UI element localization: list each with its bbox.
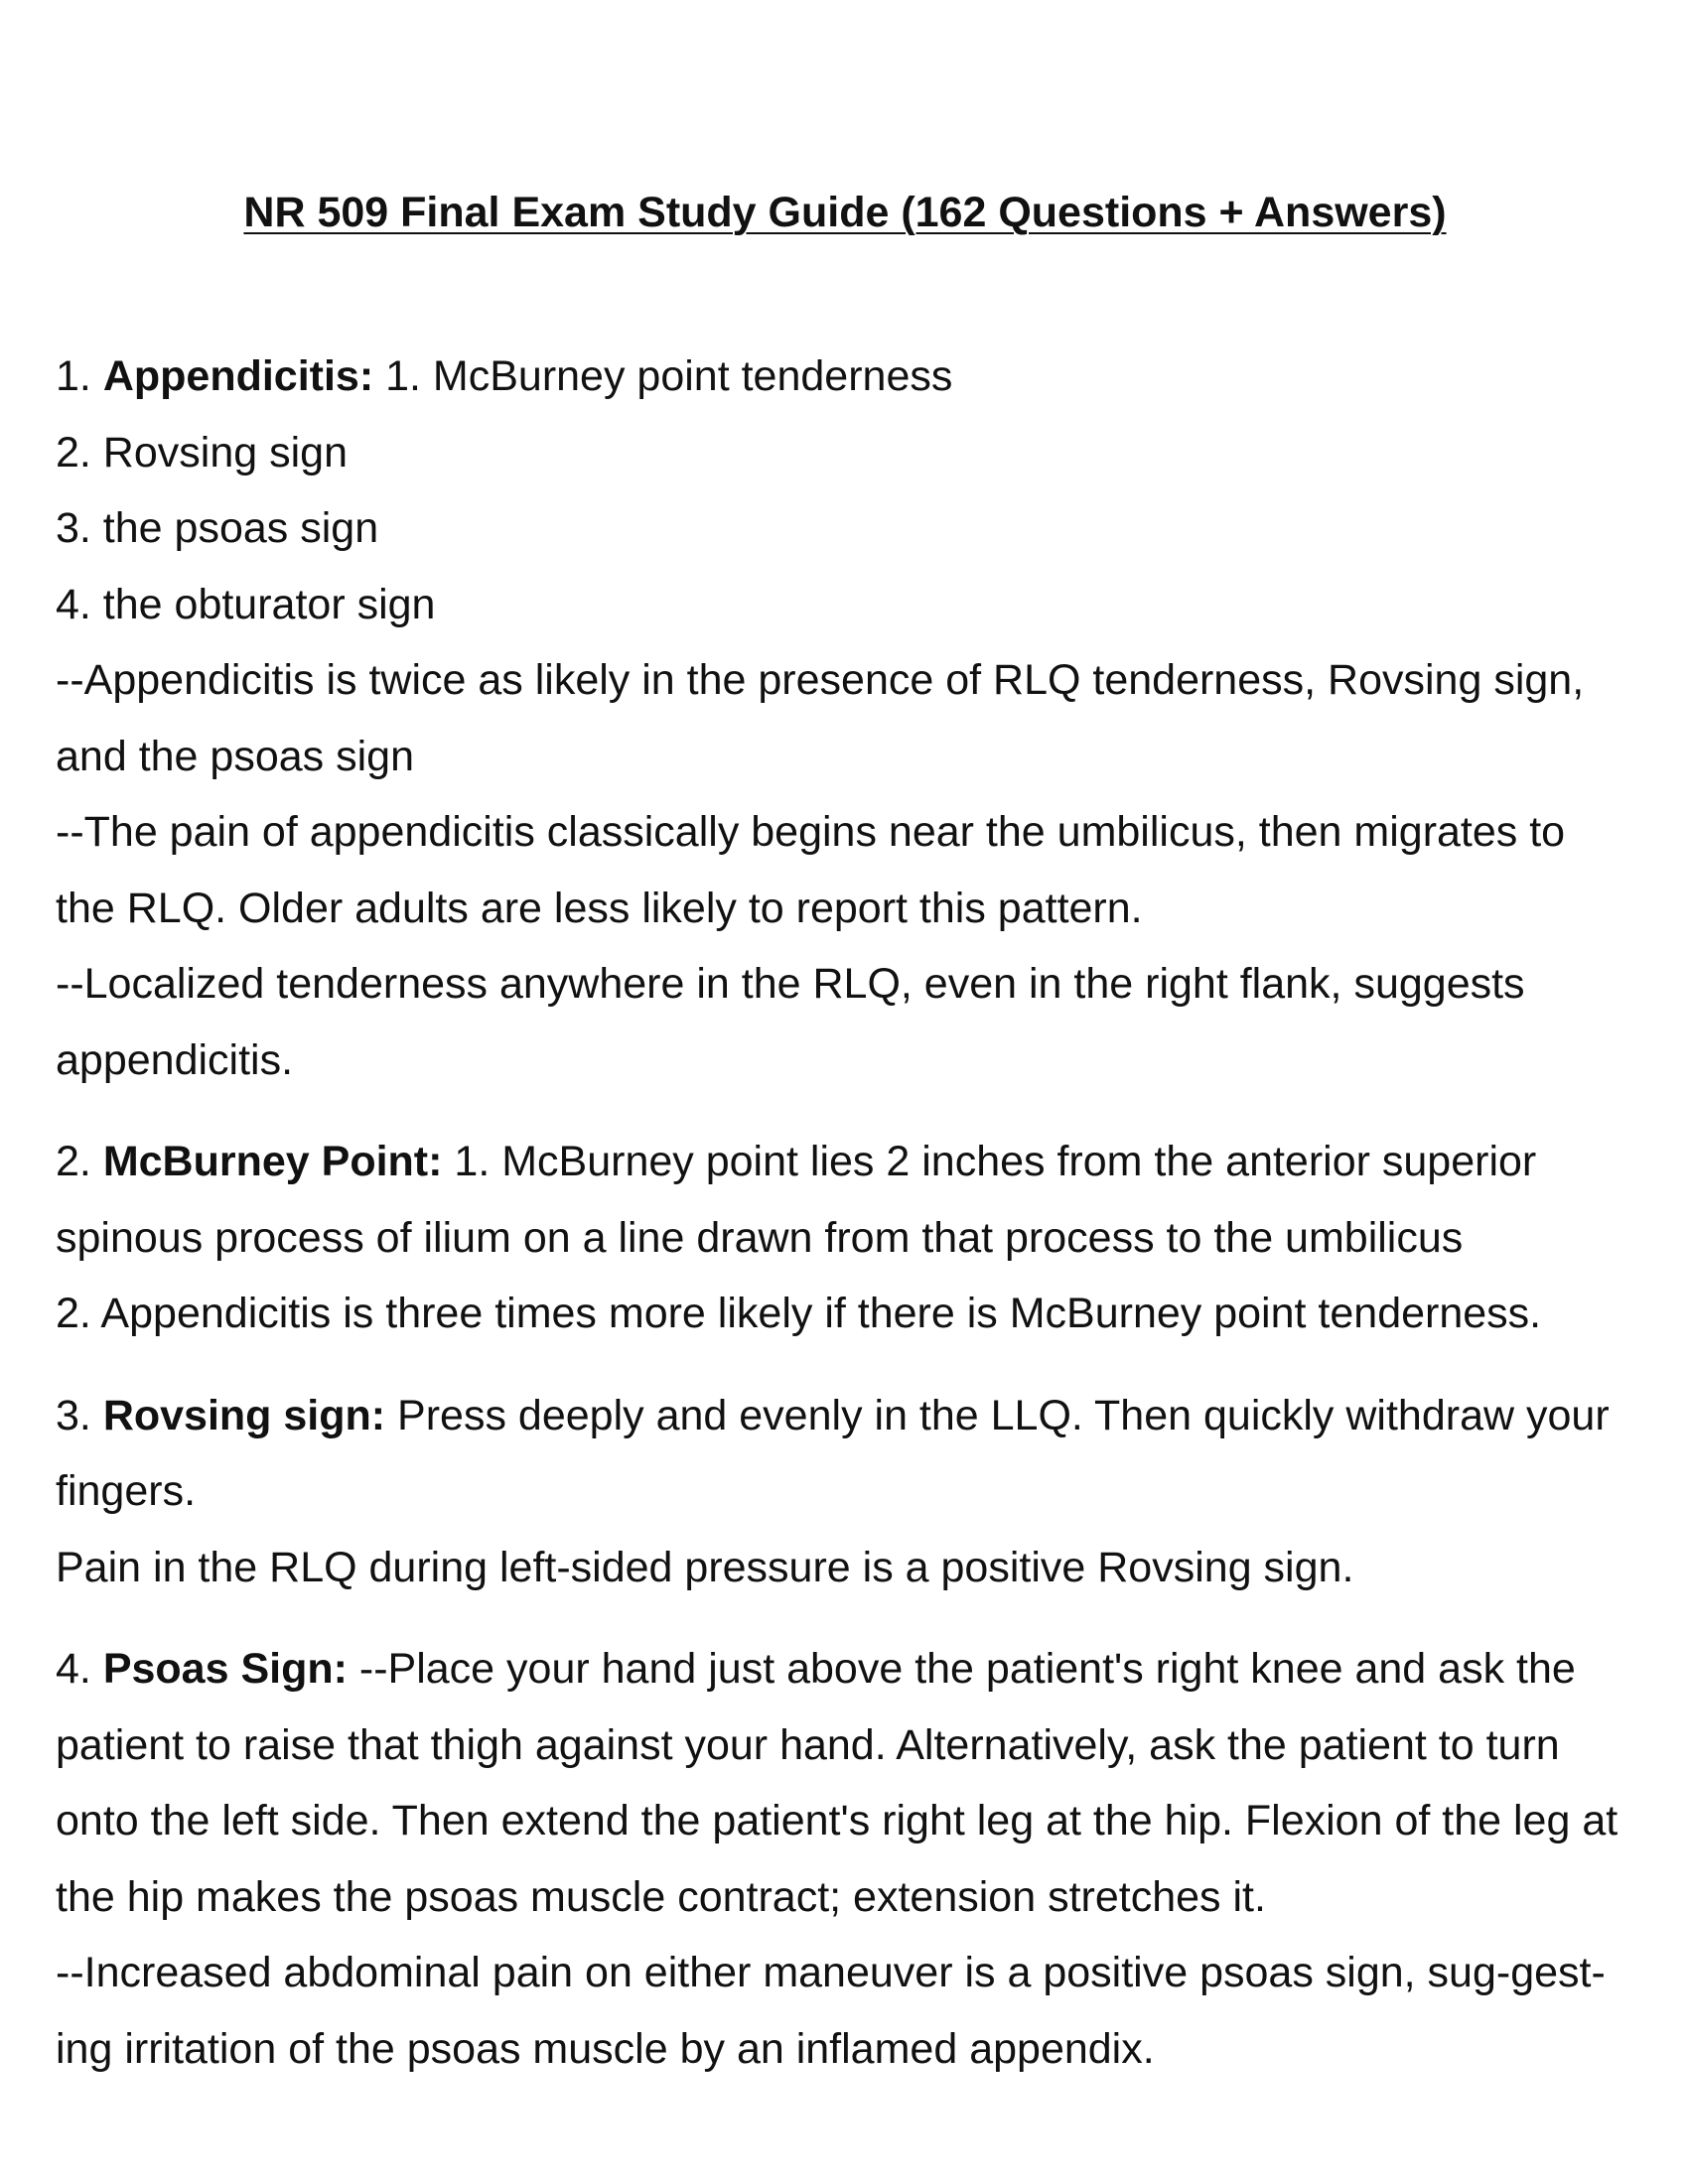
entry-text: 1. McBurney point lies 2 inches from the anterior superior spinous process of ilium on a line drawn from that process to the umbilicus: [56, 1138, 1537, 1262]
entry-text: --Place your hand just above the patient's right knee and ask the patient to raise that thigh against your hand. Alternatively, ask the patient to turn onto the left side. Then extend the patient's right leg at the hip. Flexion of the leg at the hip makes the psoas muscle contract; extension stretches it.: [56, 1645, 1618, 1921]
entry-line: 4. the obturator sign: [56, 580, 436, 628]
entry-term: Appendicitis:: [102, 352, 374, 400]
entry-first-line: [56, 1631, 1634, 1935]
study-entry-psoas-sign: [56, 1631, 1634, 2087]
entry-line: --Increased abdominal pain on either maneuver is a positive psoas sign, sug-gest-ing irritation of the psoas muscle by an inflamed appendix.: [56, 1949, 1606, 2073]
entry-first-line: [56, 1378, 1634, 1530]
entry-number: 2.: [56, 1138, 103, 1185]
document-title: NR 509 Final Exam Study Guide (162 Questions + Answers): [243, 189, 1447, 236]
study-entry-rovsing-sign: [56, 1378, 1634, 1606]
entry-text: Press deeply and evenly in the LLQ. Then quickly withdraw your fingers.: [56, 1391, 1610, 1515]
entry-text: 1. McBurney point tenderness: [373, 352, 953, 400]
entry-number: 1.: [56, 352, 103, 400]
entry-line: 2. Appendicitis is three times more likely if there is McBurney point tenderness.: [56, 1290, 1542, 1337]
entry-line: 2. Rovsing sign: [56, 428, 348, 477]
entry-line: --Localized tenderness anywhere in the RLQ, even in the right flank, suggests appendicitis.: [56, 960, 1525, 1084]
entry-number: 3.: [56, 1391, 103, 1439]
study-entry-mcburney-point: [56, 1124, 1634, 1352]
entry-line: --The pain of appendicitis classically begins near the umbilicus, then migrates to the RLQ. Older adults are less likely to report this pattern.: [56, 808, 1566, 932]
entry-term: Rovsing sign:: [102, 1391, 386, 1439]
entry-line: --Appendicitis is twice as likely in the presence of RLQ tenderness, Rovsing sign, and the psoas sign: [56, 656, 1585, 780]
entry-first-line: [56, 1124, 1634, 1276]
entry-line: Pain in the RLQ during left-sided pressure is a positive Rovsing sign.: [56, 1543, 1354, 1591]
document-page: [56, 189, 1634, 2113]
entry-term: Psoas Sign:: [102, 1645, 348, 1693]
entry-term: McBurney Point:: [102, 1138, 443, 1185]
entry-number: 4.: [56, 1645, 103, 1693]
study-entry-appendicitis: [56, 339, 1634, 1098]
entry-line: 3. the psoas sign: [56, 504, 379, 552]
entry-first-line: [56, 339, 1634, 415]
